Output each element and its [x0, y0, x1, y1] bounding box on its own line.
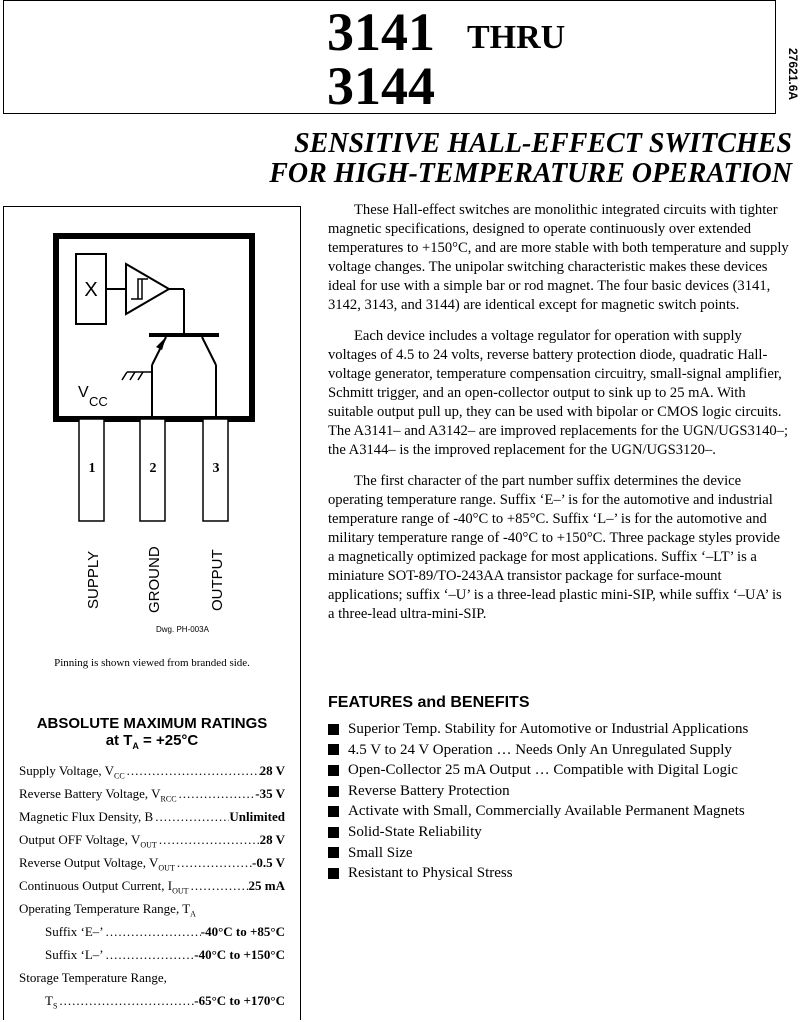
pin-3-number: 3 [212, 461, 220, 476]
pin-1-number: 1 [88, 461, 96, 476]
title-box [3, 0, 776, 114]
paragraph-3: The first character of the part number suffix determines the device operating temperature range. Suffix ‘E–’ is for the automotive and industrial temperature range of -40°C to +85°C. Suffix ‘L–’ is for the automotive and military temperature range of -40°C to +150°C. Three package styles provide a magnetically optimized package for most applications. Suffix ‘–LT’ is a miniature SOT-89/TO-243AA transistor package for surface-mount applications; suffix ‘–U’ is a three-lead plastic mini-SIP, while suffix ‘–UA’ is a three-lead ultra-mini-SIP. [328, 473, 782, 622]
rating-row: Suffix ‘L–’ ..... -40°C to +150°C [19, 943, 285, 966]
ratings-title-line-1: ABSOLUTE MAXIMUM RATINGS [36, 715, 268, 732]
subtitle-line-1: SENSITIVE HALL-EFFECT SWITCHES [294, 128, 792, 159]
vcc-sub: CC [89, 394, 108, 409]
pinout-diagram [4, 207, 300, 652]
list-item: Small Size [328, 843, 790, 864]
subtitle-line-2: FOR HIGH-TEMPERATURE OPERATION [269, 158, 792, 189]
list-item: Reverse Battery Protection [328, 781, 790, 802]
rating-row: Magnetic Flux Density, B ..... Unlimited [19, 805, 285, 828]
paragraph-1: These Hall-effect switches are monolithic integrated circuits with tighter magnetic specifications, designed to operate continuously over extended temperatures to +150°C, and are more stable with both temperature and supply voltage changes. The unipolar switching characteristic makes these devices ideal for use with a simple bar or rod magnet. The four basic devices (3141, 3142, 3143, and 3144) are identical except for magnetic switch points. [328, 202, 789, 313]
list-item: Resistant to Physical Stress [328, 863, 790, 884]
bullet-icon [328, 786, 339, 797]
ratings-list [19, 759, 285, 1012]
paragraph-2: Each device includes a voltage regulator for operation with supply voltages of 4.5 to 24 volts, reverse battery protection diode, quadratic Hall-voltage generator, temperature compensation circuitry, small-signal amplifier, Schmitt trigger, and an open-collector output to sink up to 25 mA. With suitable output pull up, they can be used with bipolar or CMOS logic circuits. The A3141– and A3142– are improved replacements for the UGN/UGS3140–; the A3144– is the improved replacement for the UGN/UGS3120–. [328, 328, 789, 458]
body-text [328, 201, 790, 636]
ratings-title-line-2: at $T_A = +25^\circ C$ [105, 732, 199, 751]
part-number-first: 3141 [327, 2, 435, 62]
rating-row: Continuous Output Current, $I_{OUT}$ ..... 25 mA [19, 874, 285, 897]
left-panel [3, 206, 301, 1020]
part-number-thru: THRU [467, 19, 566, 56]
bullet-icon [328, 847, 339, 858]
transistor-collector [202, 337, 216, 365]
bullet-icon [328, 744, 339, 755]
vcc-label: V [78, 384, 89, 401]
rating-row: Reverse Battery Voltage, $V_{RCC}$ ..... -35 V [19, 782, 285, 805]
rating-row: Storage Temperature Range, [19, 970, 167, 985]
bullet-icon [328, 724, 339, 735]
part-number-last: 3144 [327, 56, 435, 116]
rating-row: Output OFF Voltage, $V_{OUT}$ ..... 28 V [19, 828, 285, 851]
pin-1-name: SUPPLY [85, 550, 102, 609]
features-list [328, 719, 790, 884]
pin-3-name: OUTPUT [209, 549, 226, 611]
rating-row: Supply Voltage, $V_{CC}$ ..... 28 V [19, 759, 285, 782]
bullet-icon [328, 765, 339, 776]
pinning-caption: Pinning is shown viewed from branded side. [54, 657, 250, 669]
pin-2-number: 2 [149, 461, 157, 476]
bullet-icon [328, 806, 339, 817]
rating-row: Reverse Output Voltage, $V_{OUT}$ ..... -0.5 V [19, 851, 285, 874]
list-item: Open-Collector 25 mA Output … Compatible with Digital Logic [328, 760, 790, 781]
amplifier-symbol [126, 264, 169, 314]
rating-row: $T_S$ ..... -65°C to +170°C [19, 989, 285, 1012]
rating-row: Suffix ‘E–’ ..... -40°C to +85°C [19, 920, 285, 943]
list-item: Solid-State Reliability [328, 822, 790, 843]
bullet-icon [328, 827, 339, 838]
bullet-icon [328, 868, 339, 879]
drawing-number: Dwg. PH-003A [156, 625, 209, 634]
schmitt-trigger-symbol [131, 279, 148, 299]
list-item: Superior Temp. Stability for Automotive or Industrial Applications [328, 719, 790, 740]
features-title: FEATURES and BENEFITS [328, 694, 530, 711]
list-item: 4.5 V to 24 V Operation … Needs Only An Unregulated Supply [328, 740, 790, 761]
emitter-arrow [156, 337, 166, 350]
ratings-title [4, 715, 300, 755]
list-item: Activate with Small, Commercially Available Permanent Magnets [328, 801, 790, 822]
document-number: 27621.6A [786, 48, 800, 101]
hall-element-label: X [84, 279, 98, 301]
rating-row: Operating Temperature Range, $T_A$ [19, 901, 196, 919]
pin-2-name: GROUND [146, 546, 163, 613]
